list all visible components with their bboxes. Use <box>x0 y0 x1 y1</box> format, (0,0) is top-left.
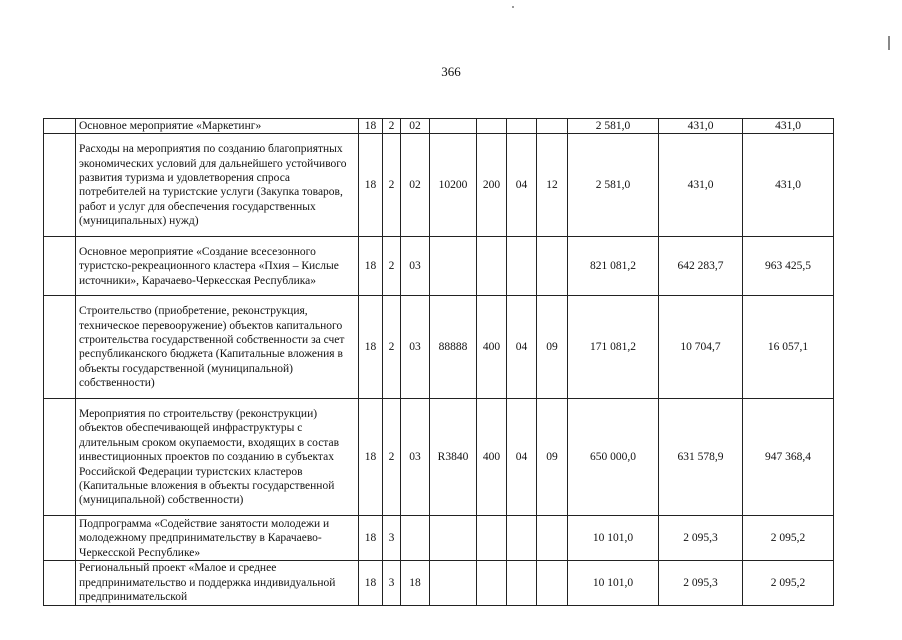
code-cell-5 <box>477 516 507 561</box>
row-name: Строительство (приобретение, реконструкция, техническое перевооружение) объектов капитального строительства государственной собственности за счет республиканского бюджета (Капитальные вложения в объекты государственной (муниципальной) собственности) <box>76 296 359 399</box>
code-cell-2: 2 <box>383 399 401 516</box>
amount-cell-2: 2 095,3 <box>659 561 743 605</box>
row-lead-cell <box>44 237 76 296</box>
amount-cell-3: 947 368,4 <box>743 399 834 516</box>
code-cell-3: 02 <box>401 119 430 134</box>
table-row <box>44 134 834 237</box>
table-row <box>44 237 834 296</box>
code-cell-3: 18 <box>401 561 430 605</box>
row-name: Мероприятия по строительству (реконструкции) объектов обеспечивающей инфраструктуры с длительным сроком окупаемости, входящих в состав инвестиционных проектов по созданию в субъектах Российской Федерации туристских кластеров (Капитальные вложения в объекты государственной (муниципальной) собственности) <box>76 399 359 516</box>
amount-cell-3: 16 057,1 <box>743 296 834 399</box>
code-cell-6: 04 <box>507 399 537 516</box>
code-cell-1: 18 <box>359 237 383 296</box>
row-name: Расходы на мероприятия по созданию благоприятных экономических условий для дальнейшего устойчивого развития туризма и удовлетворения спроса потребителей на туристские услуги (Закупка товаров, работ и услуг для обеспечения государственных (муниципальных) нужд) <box>76 134 359 237</box>
code-cell-7 <box>537 119 568 134</box>
code-cell-3: 03 <box>401 399 430 516</box>
amount-cell-1: 821 081,2 <box>568 237 659 296</box>
amount-cell-2: 431,0 <box>659 119 743 134</box>
code-cell-4 <box>430 561 477 605</box>
amount-cell-3: 431,0 <box>743 119 834 134</box>
page-number: 366 <box>441 64 461 79</box>
code-cell-2: 2 <box>383 296 401 399</box>
amount-cell-1: 650 000,0 <box>568 399 659 516</box>
code-cell-1: 18 <box>359 134 383 237</box>
table-row <box>44 399 834 516</box>
code-cell-4 <box>430 516 477 561</box>
code-cell-2: 2 <box>383 134 401 237</box>
table-row <box>44 296 834 399</box>
code-cell-5: 200 <box>477 134 507 237</box>
code-cell-7: 09 <box>537 296 568 399</box>
code-cell-6 <box>507 119 537 134</box>
code-cell-3: 03 <box>401 237 430 296</box>
code-cell-1: 18 <box>359 296 383 399</box>
code-cell-1: 18 <box>359 561 383 605</box>
amount-cell-3: 2 095,2 <box>743 561 834 605</box>
code-cell-7 <box>537 516 568 561</box>
code-cell-6: 04 <box>507 134 537 237</box>
table-row <box>44 516 834 561</box>
code-cell-7 <box>537 237 568 296</box>
code-cell-2: 3 <box>383 516 401 561</box>
amount-cell-3: 2 095,2 <box>743 516 834 561</box>
code-cell-7 <box>537 561 568 605</box>
code-cell-7: 12 <box>537 134 568 237</box>
amount-cell-1: 10 101,0 <box>568 516 659 561</box>
amount-cell-2: 631 578,9 <box>659 399 743 516</box>
row-name: Основное мероприятие «Создание всесезонного туристско-рекреационного кластера «Пхия – Кислые источники», Карачаево-Черкесская Республика» <box>76 237 359 296</box>
amount-cell-1: 2 581,0 <box>568 134 659 237</box>
code-cell-4 <box>430 119 477 134</box>
code-cell-1: 18 <box>359 516 383 561</box>
code-cell-5 <box>477 561 507 605</box>
row-name: Подпрограмма «Содействие занятости молодежи и молодежному предпринимательству в Карачаево-Черкесской Республике» <box>76 516 359 561</box>
code-cell-2: 2 <box>383 119 401 134</box>
code-cell-4: 10200 <box>430 134 477 237</box>
code-cell-3: 03 <box>401 296 430 399</box>
row-lead-cell <box>44 561 76 605</box>
budget-table <box>43 118 834 606</box>
code-cell-4: R3840 <box>430 399 477 516</box>
row-name: Региональный проект «Малое и среднее предпринимательство и поддержка индивидуальной предпринимательской <box>76 561 359 605</box>
amount-cell-1: 10 101,0 <box>568 561 659 605</box>
code-cell-6 <box>507 561 537 605</box>
code-cell-6: 04 <box>507 296 537 399</box>
code-cell-1: 18 <box>359 119 383 134</box>
row-lead-cell <box>44 134 76 237</box>
amount-cell-1: 171 081,2 <box>568 296 659 399</box>
scan-edge-mark <box>888 36 896 50</box>
code-cell-6 <box>507 237 537 296</box>
table-row <box>44 561 834 605</box>
amount-cell-3: 431,0 <box>743 134 834 237</box>
row-lead-cell <box>44 399 76 516</box>
table-row <box>44 119 834 134</box>
code-cell-5 <box>477 237 507 296</box>
code-cell-5: 400 <box>477 296 507 399</box>
amount-cell-2: 10 704,7 <box>659 296 743 399</box>
code-cell-1: 18 <box>359 399 383 516</box>
amount-cell-1: 2 581,0 <box>568 119 659 134</box>
row-name: Основное мероприятие «Маркетинг» <box>76 119 359 134</box>
amount-cell-2: 431,0 <box>659 134 743 237</box>
scan-speck <box>512 6 514 8</box>
code-cell-2: 3 <box>383 561 401 605</box>
code-cell-5: 400 <box>477 399 507 516</box>
code-cell-2: 2 <box>383 237 401 296</box>
amount-cell-2: 642 283,7 <box>659 237 743 296</box>
code-cell-7: 09 <box>537 399 568 516</box>
code-cell-4: 88888 <box>430 296 477 399</box>
code-cell-3 <box>401 516 430 561</box>
code-cell-4 <box>430 237 477 296</box>
row-lead-cell <box>44 516 76 561</box>
code-cell-5 <box>477 119 507 134</box>
code-cell-3: 02 <box>401 134 430 237</box>
row-lead-cell <box>44 296 76 399</box>
code-cell-6 <box>507 516 537 561</box>
amount-cell-3: 963 425,5 <box>743 237 834 296</box>
row-lead-cell <box>44 119 76 134</box>
amount-cell-2: 2 095,3 <box>659 516 743 561</box>
